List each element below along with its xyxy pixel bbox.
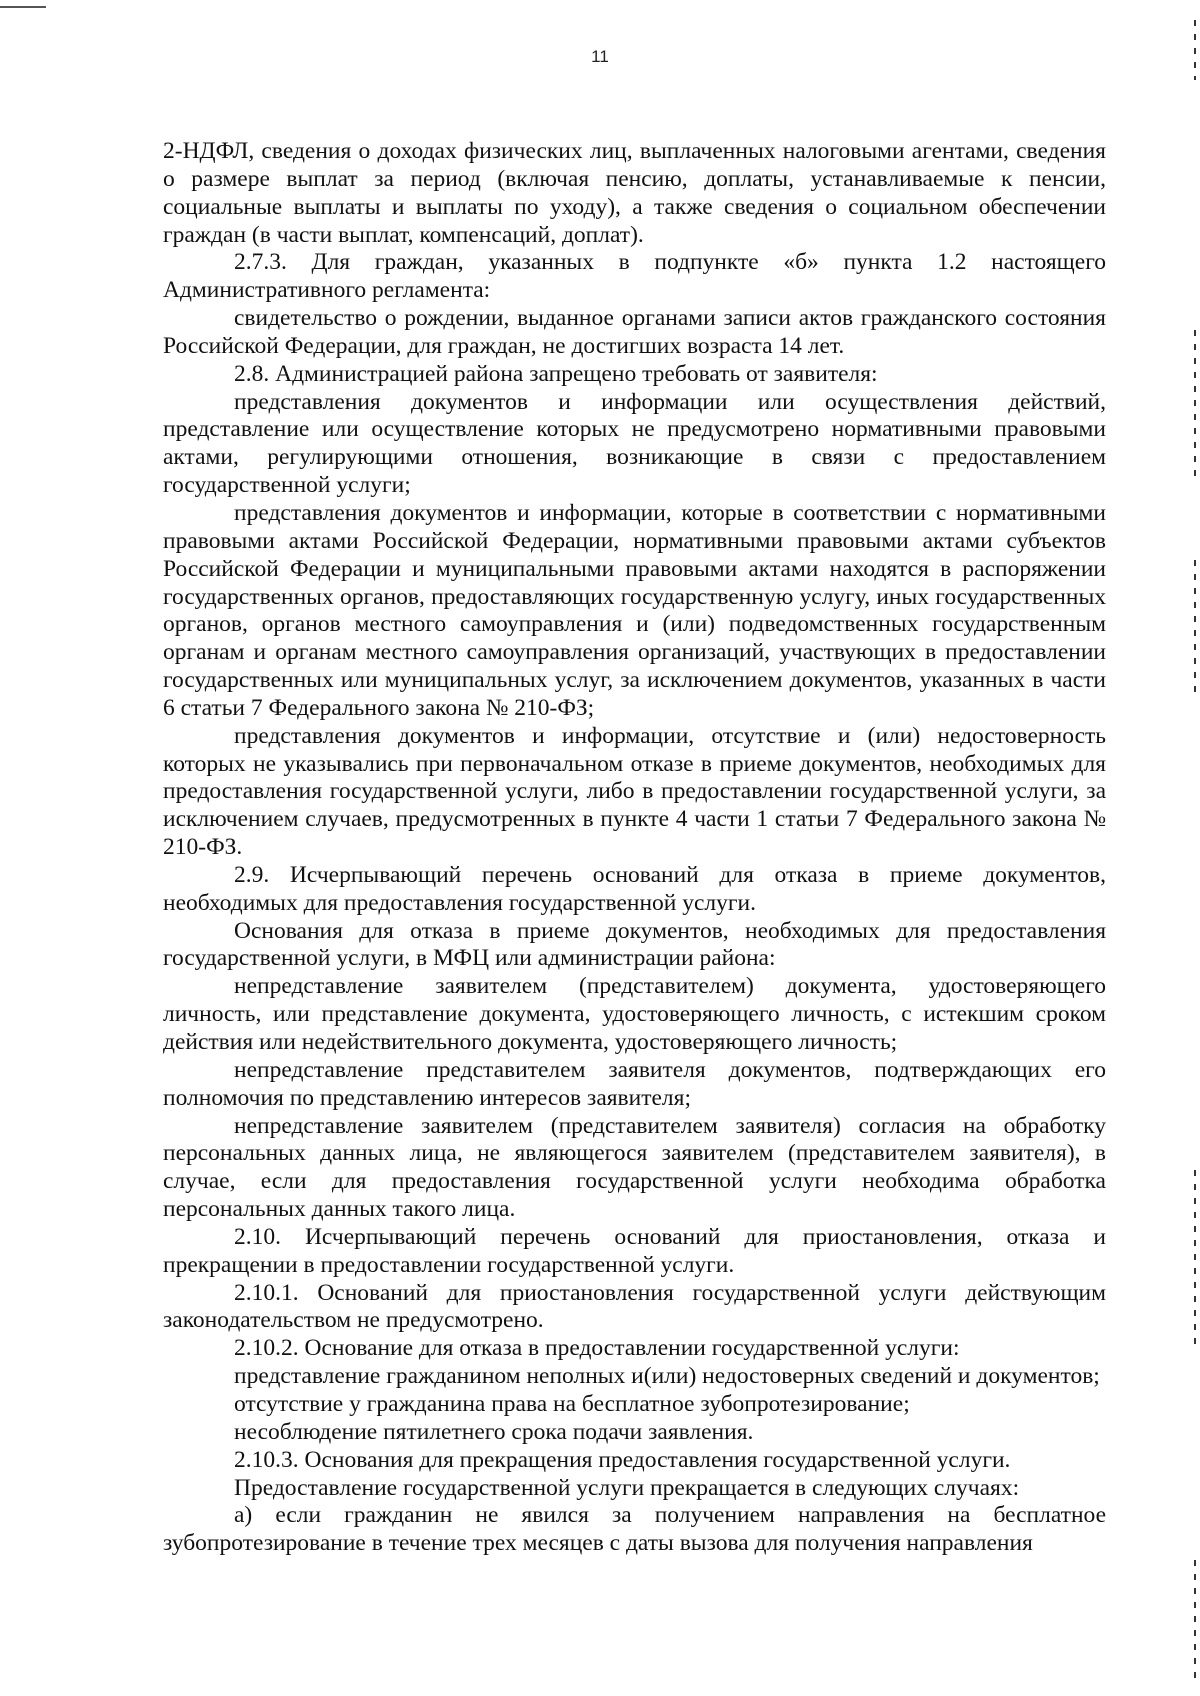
paragraph: 2.9. Исчерпывающий перечень оснований для отказа в приеме документов, необходимых для предоставления государственной услуги. <box>163 861 1106 916</box>
document-body <box>163 138 1106 1558</box>
paragraph: 2-НДФЛ, сведения о доходах физических лиц, выплаченных налоговыми агентами, сведения о размере выплат за период (включая пенсию, доплаты, устанавливаемые к пенсии, социальные выплаты и выплаты по уходу), а также сведения о социальном обеспечении граждан (в части выплат, компенсаций, доплат). <box>163 138 1106 248</box>
paragraph: представления документов и информации или осуществления действий, представление или осуществление которых не предусмотрено нормативными правовыми актами, регулирующими отношения, возникающие в связи с предоставлением государственной услуги; <box>163 388 1106 499</box>
scan-edge-shadow <box>1194 330 1196 480</box>
paragraph: а) если гражданин не явился за получением направления на бесплатное зубопротезирование в течение трех месяцев с даты вызова для получения направления <box>163 1502 1106 1557</box>
paragraph: несоблюдение пятилетнего срока подачи заявления. <box>234 1418 754 1445</box>
paragraph: отсутствие у гражданина права на бесплатное зубопротезирование; <box>234 1390 910 1417</box>
paragraph: 2.10.2. Основание для отказа в предоставлении государственной услуги: <box>234 1335 960 1362</box>
scan-edge-shadow <box>1194 1170 1196 1350</box>
paragraph: 2.7.3. Для граждан, указанных в подпункте «б» пункта 1.2 настоящего Административного регламента: <box>163 249 1106 304</box>
scan-edge-shadow <box>1194 1560 1196 1680</box>
paragraph: непредставление заявителем (представителем заявителя) согласия на обработку персональных данных лица, не являющегося заявителем (представителем заявителя), в случае, если для предоставления государственной услуги необходима обработка персональных данных такого лица. <box>163 1112 1106 1223</box>
scan-edge-mark <box>0 6 46 8</box>
page-number: 11 <box>591 47 609 66</box>
paragraph: Основания для отказа в приеме документов, необходимых для предоставления государственной услуги, в МФЦ или администрации района: <box>163 917 1106 972</box>
paragraph: свидетельство о рождении, выданное органами записи актов гражданского состояния Российской Федерации, для граждан, не достигших возраста 14 лет. <box>163 305 1106 359</box>
paragraph: 2.10.3. Основания для прекращения предоставления государственной услуги. <box>234 1446 1011 1473</box>
paragraph: представление гражданином неполных и(или) недостоверных сведений и документов; <box>234 1363 1100 1390</box>
paragraph: непредставление представителем заявителя документов, подтверждающих его полномочия по представлению интересов заявителя; <box>163 1056 1106 1111</box>
paragraph: Предоставление государственной услуги прекращается в следующих случаях: <box>234 1474 1020 1501</box>
paragraph: 2.10. Исчерпывающий перечень оснований для приостановления, отказа и прекращении в предоставлении государственной услуги. <box>163 1223 1106 1278</box>
paragraph: представления документов и информации, которые в соответствии с нормативными правовыми актами Российской Федерации, нормативными правовыми актами субъектов Российской Федерации и муниципальными правовыми актами находятся в распоряжении государственных органов, предоставляющих государственную услугу, иных государственных органов, органов местного самоуправления и (или) подведомственных государственным органам и органам местного самоуправления организаций, участвующих в предоставлении государственных или муниципальных услуг, за исключением документов, указанных в части 6 статьи 7 Федерального закона № 210-ФЗ; <box>163 499 1106 721</box>
scan-edge-shadow <box>1194 560 1196 700</box>
paragraph: непредставление заявителем (представителем) документа, удостоверяющего личность, или представление документа, удостоверяющего личность, с истекшим сроком действия или недействительного документа, удостоверяющего личность; <box>163 973 1106 1055</box>
paragraph: представления документов и информации, отсутствие и (или) недостоверность которых не указывались при первоначальном отказе в приеме документов, необходимых для предоставления государственной услуги, либо в предоставлении государственной услуги, за исключением случаев, предусмотренных в пункте 4 части 1 статьи 7 Федерального закона № 210-ФЗ. <box>163 722 1106 861</box>
paragraph: 2.8. Администрацией района запрещено требовать от заявителя: <box>234 360 878 387</box>
paragraph: 2.10.1. Оснований для приостановления государственной услуги действующим законодательством не предусмотрено. <box>163 1279 1106 1334</box>
